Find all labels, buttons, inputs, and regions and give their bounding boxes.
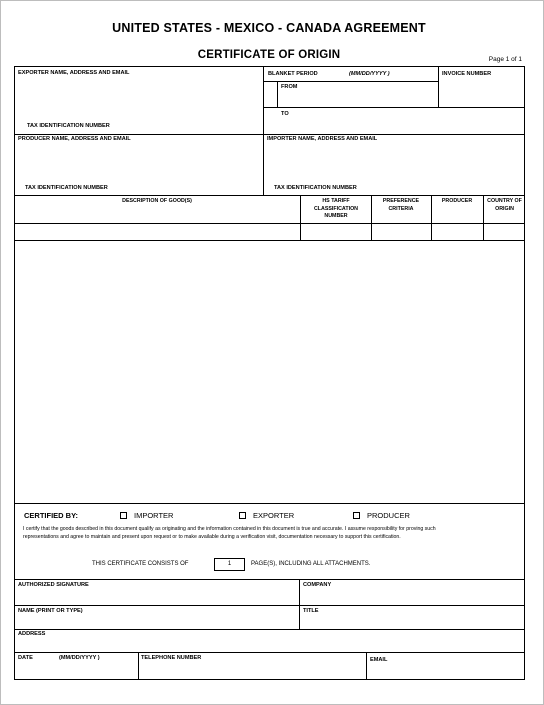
email-field[interactable]: [367, 666, 524, 679]
authorized-signature-label: AUTHORIZED SIGNATURE: [18, 582, 89, 588]
exporter-field[interactable]: [15, 79, 262, 121]
exporter-checkbox[interactable]: [239, 512, 246, 519]
form-subtitle: CERTIFICATE OF ORIGIN: [197, 49, 341, 61]
divider-certification: [14, 503, 525, 504]
col-country: COUNTRY OF ORIGIN: [487, 198, 522, 212]
blanket-period-format: (MM/DD/YYYY ): [349, 71, 390, 77]
address-field[interactable]: [15, 639, 524, 651]
telephone-label: TELEPHONE NUMBER: [141, 655, 202, 661]
exporter-option-label: EXPORTER: [253, 511, 295, 520]
form-title: UNITED STATES - MEXICO - CANADA AGREEMENT: [112, 21, 426, 35]
certificate-consists-label: THIS CERTIFICATE CONSISTS OF: [92, 561, 189, 567]
page-count-field[interactable]: 1: [214, 558, 245, 571]
certification-statement: I certify that the goods described in this document qualify as originating and the information contained in this document is true and accurate. I assume responsibility for proving such representations and agree to maintain and present upon request or to make available during a verification visit, documentation necessary to support this certification.: [23, 526, 436, 540]
divider-name: [14, 605, 525, 606]
divider-section-2: [14, 195, 525, 196]
invoice-number-field[interactable]: [439, 80, 524, 106]
exporter-label: EXPORTER NAME, ADDRESS AND EMAIL: [18, 70, 130, 76]
blanket-from-label: FROM: [281, 84, 298, 90]
blanket-to-label: TO: [281, 111, 289, 117]
importer-label: IMPORTER NAME, ADDRESS AND EMAIL: [267, 136, 378, 142]
certified-by-label: CERTIFIED BY:: [24, 511, 79, 520]
importer-tax-id-label: TAX IDENTIFICATION NUMBER: [274, 185, 357, 191]
blanket-from-field[interactable]: [278, 93, 437, 106]
page-indicator: Page 1 of 1: [488, 56, 522, 63]
blanket-to-field[interactable]: [293, 108, 524, 133]
importer-checkbox[interactable]: [120, 512, 127, 519]
col-producer: PRODUCER: [441, 198, 473, 204]
goods-continuation-area[interactable]: [15, 241, 524, 502]
exporter-tax-id-label: TAX IDENTIFICATION NUMBER: [27, 123, 110, 129]
goods-entry-row[interactable]: [15, 224, 524, 239]
title-field[interactable]: [300, 616, 524, 628]
email-label: EMAIL: [370, 657, 388, 663]
date-label: DATE: [18, 655, 33, 661]
date-format-label: (MM/DD/YYYY ): [59, 655, 100, 661]
producer-label: PRODUCER NAME, ADDRESS AND EMAIL: [18, 136, 131, 142]
divider-signature: [14, 579, 525, 580]
title-label: TITLE: [303, 608, 319, 614]
producer-field[interactable]: [15, 145, 262, 183]
col-preference: PREFERENCE CRITERIA: [382, 198, 420, 212]
producer-checkbox[interactable]: [353, 512, 360, 519]
col-description: DESCRIPTION OF GOOD(S): [122, 198, 192, 204]
divider-from: [263, 81, 438, 82]
importer-option-label: IMPORTER: [134, 511, 174, 520]
blanket-period-label: BLANKET PERIOD: [268, 71, 318, 77]
importer-field[interactable]: [264, 145, 524, 183]
date-field[interactable]: [15, 664, 137, 679]
col-hs-tariff: HS TARIFF CLASSIFICATION NUMBER: [313, 198, 359, 220]
company-field[interactable]: [300, 590, 524, 604]
name-label: NAME (PRINT OR TYPE): [18, 608, 83, 614]
address-label: ADDRESS: [18, 631, 46, 637]
producer-tax-id-label: TAX IDENTIFICATION NUMBER: [25, 185, 108, 191]
invoice-number-label: INVOICE NUMBER: [442, 71, 492, 77]
authorized-signature-field[interactable]: [15, 590, 298, 604]
telephone-field[interactable]: [139, 664, 365, 679]
pages-including-label: PAGE(S), INCLUDING ALL ATTACHMENTS.: [251, 561, 371, 567]
divider-section-1: [14, 134, 525, 135]
divider-address: [14, 629, 525, 630]
producer-option-label: PRODUCER: [367, 511, 410, 520]
company-label: COMPANY: [303, 582, 332, 588]
divider-exporter: [263, 66, 264, 134]
name-field[interactable]: [15, 616, 298, 628]
divider-date: [14, 652, 525, 653]
